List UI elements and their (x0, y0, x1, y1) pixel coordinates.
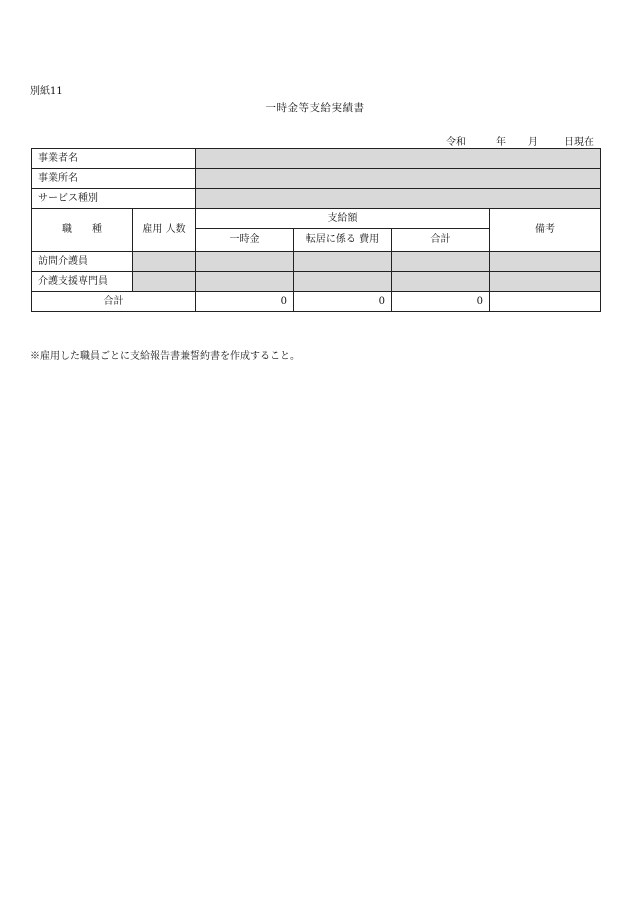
footnote: ※雇用した職員ごとに支給報告書兼誓約書を作成すること。 (30, 351, 300, 362)
total-transfer-cost: 0 (294, 292, 392, 312)
date-day: 日現在 (564, 137, 594, 148)
total-row (32, 292, 601, 312)
row-total-cell[interactable] (392, 272, 490, 292)
header-lump-sum: 一時金 (196, 229, 294, 252)
grand-total: 0 (392, 292, 490, 312)
date-year: 年 (496, 137, 506, 148)
total-label: 合計 (32, 292, 196, 312)
header-job-type: 職 種 (32, 209, 133, 252)
date-era: 令和 (446, 137, 466, 148)
employed-count-input[interactable] (133, 272, 196, 292)
remarks-input[interactable] (490, 272, 601, 292)
transfer-cost-input[interactable] (294, 252, 392, 272)
lump-sum-input[interactable] (196, 272, 294, 292)
total-remarks[interactable] (490, 292, 601, 312)
office-name-row (32, 169, 601, 189)
table-row (32, 252, 601, 272)
business-operator-row (32, 149, 601, 169)
business-operator-label: 事業者名 (32, 149, 196, 169)
payment-record-table (31, 148, 601, 312)
header-remarks: 備考 (490, 209, 601, 252)
header-transfer-cost: 転居に係る 費用 (294, 229, 392, 252)
employed-count-input[interactable] (133, 252, 196, 272)
job-type-cell: 介護支援専門員 (32, 272, 133, 292)
office-name-label: 事業所名 (32, 169, 196, 189)
document-label: 別紙11 (30, 86, 63, 97)
office-name-field[interactable] (196, 169, 601, 189)
document-title: 一時金等支給実績書 (265, 102, 365, 114)
remarks-input[interactable] (490, 252, 601, 272)
service-type-row (32, 189, 601, 209)
date-month: 月 (528, 137, 538, 148)
service-type-label: サービス種別 (32, 189, 196, 209)
business-operator-field[interactable] (196, 149, 601, 169)
row-total-cell[interactable] (392, 252, 490, 272)
transfer-cost-input[interactable] (294, 272, 392, 292)
job-type-cell: 訪問介護員 (32, 252, 133, 272)
lump-sum-input[interactable] (196, 252, 294, 272)
header-payment-amount: 支給額 (196, 209, 490, 229)
service-type-field[interactable] (196, 189, 601, 209)
table-row (32, 272, 601, 292)
table-header-row-1 (32, 209, 601, 229)
header-subtotal: 合計 (392, 229, 490, 252)
header-employed-count: 雇用 人数 (133, 209, 196, 252)
total-lump-sum: 0 (196, 292, 294, 312)
